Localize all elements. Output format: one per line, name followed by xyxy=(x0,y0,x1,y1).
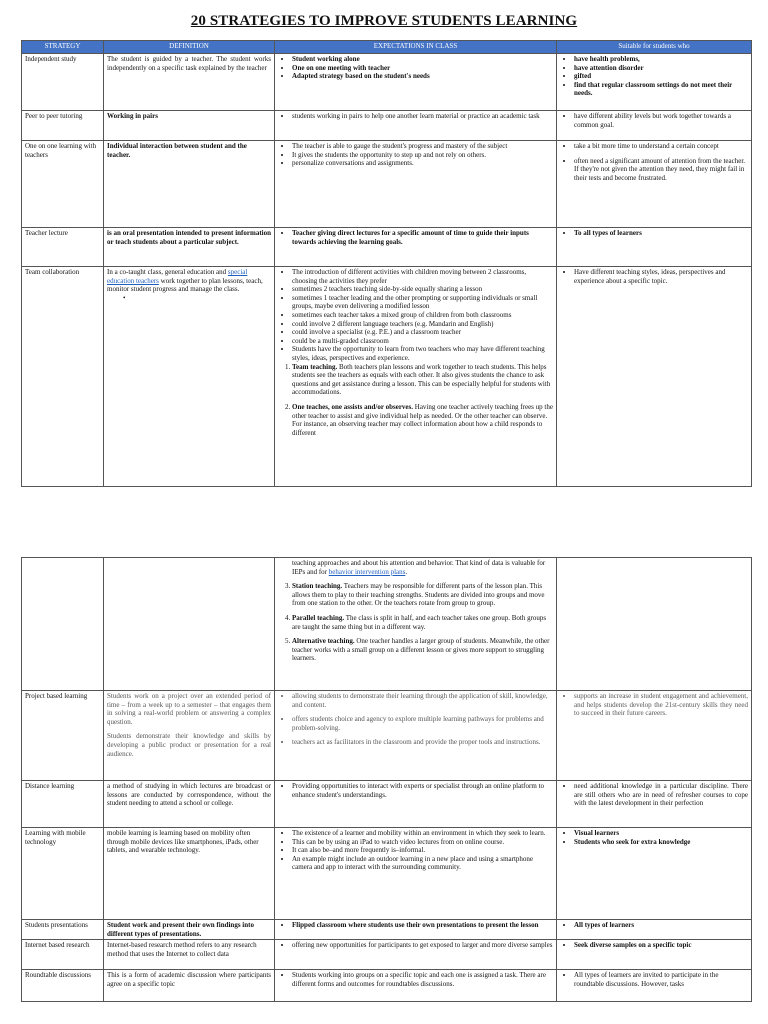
list-item: • gifted xyxy=(574,72,748,81)
list-item: • find that regular classroom settings do not meet their needs. xyxy=(574,81,748,98)
list-item: • could be a multi-graded classroom xyxy=(292,337,553,346)
definition-cell: The student is guided by a teacher. The student works independently on a specific task explained by the teacher xyxy=(104,54,275,111)
list-item: • The introduction of different activities with children moving between 2 classrooms, choosing the activities they prefer xyxy=(292,268,553,285)
definition-text: work together to plan lessons, teach, monitor student progress and manage the class. xyxy=(107,276,263,294)
strategy-cell xyxy=(22,558,104,691)
suitable-cell xyxy=(557,54,752,111)
definition-paragraph: Students demonstrate their knowledge and skills by developing a public product or presentation for a real audience. xyxy=(107,732,271,758)
list-item: • often need a significant amount of attention from the teacher. If they're not given the attention they need, they might fail in their tests and become frustrated. xyxy=(574,157,748,183)
strategy-cell: Project based learning xyxy=(22,691,104,781)
definition-cell: Working in pairs xyxy=(104,111,275,141)
suitable-cell xyxy=(557,558,752,691)
definition-cell: Student work and present their own findings into different types of presentations. xyxy=(104,920,275,940)
list-item: • Teacher giving direct lectures for a specific amount of time to guide their inputs towards achieving the learning goals. xyxy=(292,229,553,246)
list-item: • have health problems, xyxy=(574,55,748,64)
suitable-cell xyxy=(557,228,752,267)
definition-cell xyxy=(104,691,275,781)
special-education-link[interactable]: special education teachers xyxy=(107,268,248,285)
list-item: • allowing students to demonstrate their learning through the application of skill, knowledge, and content. xyxy=(292,692,553,709)
strategies-table-page-1 xyxy=(21,40,752,487)
table-row xyxy=(22,970,752,1002)
list-item xyxy=(292,582,553,608)
item-title: One teaches, one assists and/or observes. xyxy=(292,402,414,411)
item-text: Teachers may be responsible for different parts of the lesson plan. This allows them to play to their teaching strengths. Students are divided into groups and move from one station to the other. Or the teachers rotate from group to group. xyxy=(292,582,545,608)
suitable-cell xyxy=(557,920,752,940)
list-item: • Students who seek for extra knowledge xyxy=(574,838,748,847)
suitable-cell xyxy=(557,828,752,920)
definition-cell: This is a form of academic discussion where participants agree on a specific topic xyxy=(104,970,275,1002)
list-item: • take a bit more time to understand a certain concept xyxy=(574,142,748,151)
list-item: • sometimes 2 teachers teaching side-by-side equally sharing a lesson xyxy=(292,285,553,294)
continuation-text xyxy=(278,559,553,576)
expectations-cell xyxy=(275,54,557,111)
item-text: The class is split in half, and each teacher takes one group. Both groups are taught the same thing but in a different way. xyxy=(292,613,547,631)
table-row xyxy=(22,940,752,970)
table-row xyxy=(22,828,752,920)
list-item: • To all types of learners xyxy=(574,229,748,238)
page-title: 20 STRATEGIES TO IMPROVE STUDENTS LEARNING xyxy=(190,13,578,29)
list-item: • could involve 2 different language teachers (e.g. Mandarin and English) xyxy=(292,320,553,329)
list-item: • Visual learners xyxy=(574,829,748,838)
strategy-cell: One on one learning with teachers xyxy=(22,141,104,228)
list-item: • sometimes 1 teacher leading and the other prompting or supporting individuals or small groups, maybe even delivering a modified lesson xyxy=(292,294,553,311)
item-title: Station teaching. xyxy=(292,582,343,591)
table-row xyxy=(22,781,752,828)
continuation-text-post: . xyxy=(405,567,408,576)
definition-cell xyxy=(104,558,275,691)
list-item: • Have different teaching styles, ideas, perspectives and experience about a specific topic. xyxy=(574,268,748,285)
header-row xyxy=(22,41,752,54)
table-row xyxy=(22,920,752,940)
suitable-cell xyxy=(557,141,752,228)
list-item: • It gives the students the opportunity to step up and not rely on others. xyxy=(292,151,553,160)
list-item: • All types of learners xyxy=(574,921,748,930)
list-item: • offers students choice and agency to explore multiple learning pathways for problems and problem-solving. xyxy=(292,715,553,732)
suitable-cell xyxy=(557,267,752,487)
header-definition: DEFINITION xyxy=(104,41,275,54)
item-title: Team teaching. xyxy=(292,362,338,371)
expectations-cell xyxy=(275,141,557,228)
definition-cell xyxy=(104,267,275,487)
list-item xyxy=(292,637,553,663)
strategy-cell: Distance learning xyxy=(22,781,104,828)
expectations-cell xyxy=(275,691,557,781)
definition-cell: is an oral presentation intended to present information or teach students about a particular subject. xyxy=(104,228,275,267)
list-item: • have different ability levels but work together towards a common goal. xyxy=(574,112,748,129)
strategy-cell: Roundtable discussions xyxy=(22,970,104,1002)
list-item: • Student working alone xyxy=(292,55,553,64)
list-item: • It can also be–and more frequently is–informal. xyxy=(292,846,553,855)
strategy-cell: Independent study xyxy=(22,54,104,111)
expectations-cell xyxy=(275,920,557,940)
expectations-cell xyxy=(275,111,557,141)
continuation-text-pre: teaching approaches and about his attention and behavior. That kind of data is valuable for IEPs and for xyxy=(292,559,546,576)
strategy-cell: Learning with mobile technology xyxy=(22,828,104,920)
definition-paragraph: Students work on a project over an extended period of time – from a week up to a semester – that engages them in solving a real-world problem or answering a complex question. xyxy=(107,692,271,726)
expectations-cell xyxy=(275,558,557,691)
list-item: • Seek diverse samples on a specific topic xyxy=(574,941,748,950)
expectations-cell xyxy=(275,970,557,1002)
list-item: • The teacher is able to gauge the student's progress and mastery of the subject xyxy=(292,142,553,151)
strategies-table-page-2 xyxy=(21,557,752,1002)
definition-cell: Internet-based research method refers to any research method that uses the Internet to collect data xyxy=(104,940,275,970)
behavior-intervention-link[interactable]: behavior intervention plans xyxy=(328,567,406,576)
strategy-cell: Peer to peer tutoring xyxy=(22,111,104,141)
strategy-cell: Team collaboration xyxy=(22,267,104,487)
definition-cell: mobile learning is learning based on mobility often through mobile devices like smartphones, iPads, other tablets, and wearable technology. xyxy=(104,828,275,920)
list-item xyxy=(292,363,553,397)
list-item: • Providing opportunities to interact with experts or specialist through an online platform to enhance student's understandings. xyxy=(292,782,553,799)
list-item: • Flipped classroom where students use their own presentations to present the lesson xyxy=(292,921,553,930)
table-row xyxy=(22,228,752,267)
list-item: • could involve a specialist (e.g. P.E.) and a classroom teacher xyxy=(292,328,553,337)
item-title: Parallel teaching. xyxy=(292,613,345,622)
item-text: Having one teacher actively teaching frees up the other teacher to assist and give individual help as needed. Or the other teacher can observe. For instance, an observing teacher may collect information about how a child responds to different xyxy=(292,402,553,437)
header-expectations: EXPECTATIONS IN CLASS xyxy=(275,41,557,54)
expectations-cell xyxy=(275,940,557,970)
header-suitable: Suitable for students who xyxy=(557,41,752,54)
suitable-cell xyxy=(557,970,752,1002)
item-text: Both teachers plan lessons and work together to teach students. This helps students see the teachers as equals with each other. It also gives students the chance to ask questions and get assistance during a lesson. This can be especially helpful for students with accommodations. xyxy=(292,362,551,397)
table-row xyxy=(22,558,752,691)
suitable-cell xyxy=(557,781,752,828)
list-item xyxy=(292,614,553,631)
list-item: • Adapted strategy based on the student's needs xyxy=(292,72,553,81)
list-item: • need additional knowledge in a particular discipline. There are still others who are in need of refresher courses to cope with the latest development in their perfection xyxy=(574,782,748,808)
list-item: • An example might include an outdoor learning in a new place and using a smartphone camera and app to interact with the surrounding community. xyxy=(292,855,553,872)
definition-cell: a method of studying in which lectures are broadcast or lessons are conducted by correspondence, without the student needing to attend a school or college. xyxy=(104,781,275,828)
list-item: • sometimes each teacher takes a mixed group of children from both classrooms xyxy=(292,311,553,320)
expectations-cell xyxy=(275,828,557,920)
expectations-cell xyxy=(275,267,557,487)
item-title: Alternative teaching. xyxy=(292,637,355,646)
table-row xyxy=(22,691,752,781)
table-row xyxy=(22,54,752,111)
header-strategy: STRATEGY xyxy=(22,41,104,54)
strategy-cell: Students presentations xyxy=(22,920,104,940)
list-item: • personalize conversations and assignments. xyxy=(292,159,553,168)
list-item: • The existence of a learner and mobility within an environment in which they seek to learn. xyxy=(292,829,553,838)
bullet-dot: • xyxy=(123,293,126,302)
item-text: One teacher handles a larger group of students. Meanwhile, the other teacher works with a small group on a different lesson or gives more support to struggling learners. xyxy=(292,637,550,663)
strategy-cell: Teacher lecture xyxy=(22,228,104,267)
list-item: • One on one meeting with teacher xyxy=(292,64,553,73)
list-item: • students working in pairs to help one another learn material or practice an academic task xyxy=(292,112,553,121)
list-item: • All types of learners are invited to participate in the roundtable discussions. However, tasks xyxy=(574,971,748,988)
list-item xyxy=(292,403,553,437)
list-item: • have attention disorder xyxy=(574,64,748,73)
list-item: • Students have the opportunity to learn from two teachers who may have different teaching styles, ideas, perspectives and experience. xyxy=(292,345,553,362)
table-row xyxy=(22,141,752,228)
definition-text: In a co-taught class, general education and xyxy=(107,268,228,276)
table-row xyxy=(22,267,752,487)
expectations-cell xyxy=(275,781,557,828)
list-item: • teachers act as facilitators in the classroom and provide the proper tools and instructions. xyxy=(292,738,553,747)
suitable-cell xyxy=(557,940,752,970)
expectations-cell xyxy=(275,228,557,267)
definition-cell: Individual interaction between student and the teacher. xyxy=(104,141,275,228)
list-item: • Students working into groups on a specific topic and each one is assigned a task. There are different forms and outcomes for roundtables discussions. xyxy=(292,971,553,988)
suitable-cell xyxy=(557,691,752,781)
list-item: • offering new opportunities for participants to get exposed to larger and more diverse samples xyxy=(292,941,553,950)
suitable-cell xyxy=(557,111,752,141)
strategy-cell: Internet based research xyxy=(22,940,104,970)
list-item: • supports an increase in student engagement and achievement, and helps students develop the 21st-century skills they need to succeed in their future careers. xyxy=(574,692,748,718)
list-item: • This can be by using an iPad to watch video lectures from on online course. xyxy=(292,838,553,847)
table-row xyxy=(22,111,752,141)
